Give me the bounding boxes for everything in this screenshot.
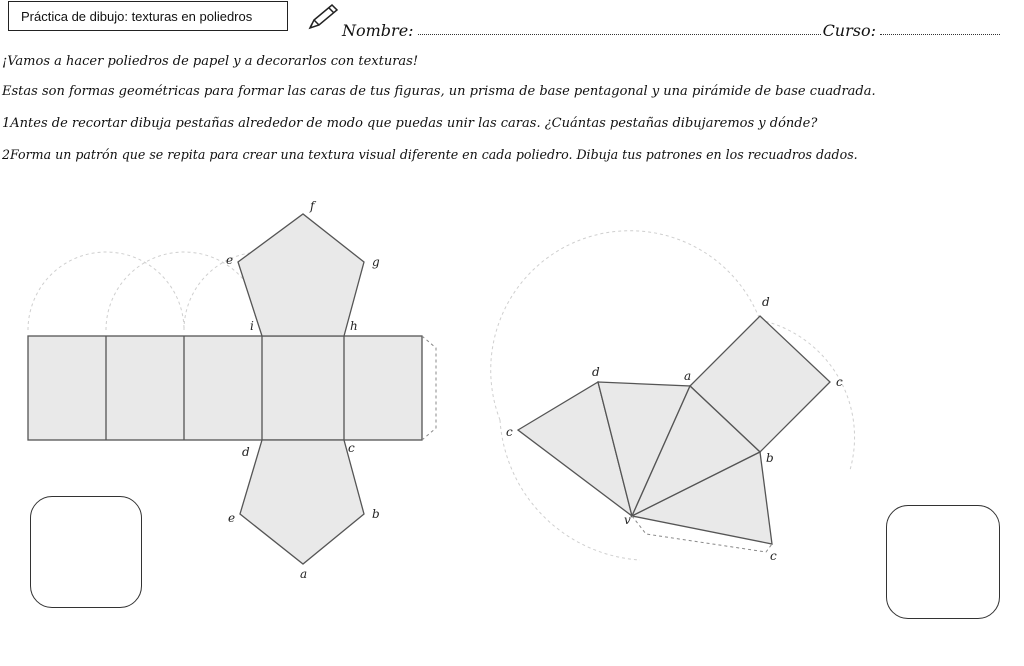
label-pyr-a: a xyxy=(684,369,692,383)
label-pyr-d-top: d xyxy=(762,295,770,309)
label-pyr-d-left: d xyxy=(592,365,600,379)
instruction-intro: ¡Vamos a hacer poliedros de papel y a decorarlos con texturas! xyxy=(2,54,419,69)
prism-lateral-strip xyxy=(28,336,422,440)
label-i: i xyxy=(250,319,254,333)
label-b: b xyxy=(372,507,380,521)
label-a: a xyxy=(300,567,308,581)
label-pyr-c-left: c xyxy=(506,425,513,439)
label-f: f xyxy=(310,199,315,213)
curso-label: Curso: xyxy=(822,21,876,40)
label-pyr-v: v xyxy=(624,513,631,527)
label-d: d xyxy=(242,445,250,459)
square-pyramid-net xyxy=(506,295,843,563)
worksheet-title: Práctica de dibujo: texturas en poliedros xyxy=(8,1,288,31)
instruction-step-1: 1Antes de recortar dibuja pestañas alrededor de modo que puedas unir las caras. ¿Cuántas pestañas dibujaremos y dónde? xyxy=(2,116,818,131)
pattern-box-prism[interactable] xyxy=(30,496,142,608)
label-pyr-c-bottom: c xyxy=(770,549,777,563)
label-h: h xyxy=(350,319,358,333)
nombre-label: Nombre: xyxy=(342,21,414,40)
label-pyr-b: b xyxy=(766,451,774,465)
label-e-top: e xyxy=(226,253,234,267)
label-pyr-c-right: c xyxy=(836,375,843,389)
prism-bottom-pentagon xyxy=(240,440,364,564)
pattern-box-pyramid[interactable] xyxy=(886,505,1000,619)
label-g: g xyxy=(372,255,380,269)
instruction-step-2: 2Forma un patrón que se repita para crear una textura visual diferente en cada poliedro. Dibuja tus patrones en los recuadros dados. xyxy=(2,147,858,162)
prism-tab-outline xyxy=(422,336,436,440)
prism-top-pentagon xyxy=(238,214,364,336)
label-e-bottom: e xyxy=(228,511,236,525)
label-c: c xyxy=(348,441,355,455)
instruction-forms: Estas son formas geométricas para formar las caras de tus figuras, un prisma de base pentagonal y una pirámide de base cuadrada. xyxy=(2,84,876,99)
